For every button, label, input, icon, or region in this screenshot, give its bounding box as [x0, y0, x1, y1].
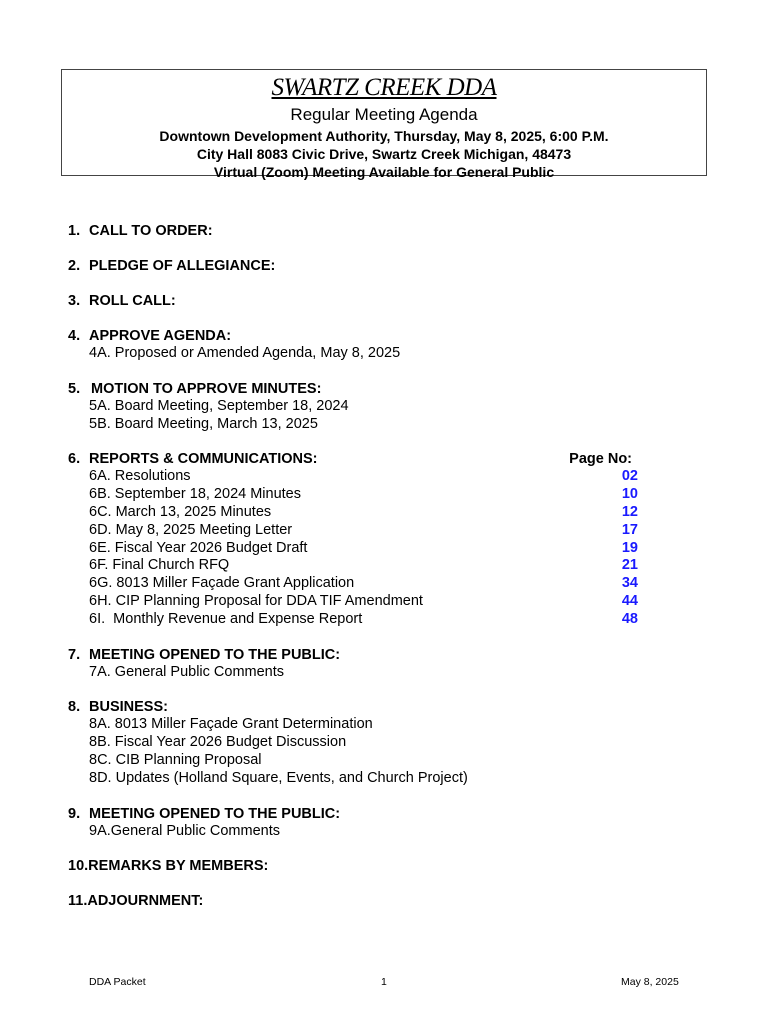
- item-number: 1.: [68, 223, 81, 239]
- page-number: 19: [621, 539, 638, 556]
- item-number: 6.: [68, 451, 81, 468]
- sub-item: 7A. General Public Comments: [89, 663, 285, 680]
- agenda-item-business: [68, 698, 638, 787]
- item-number: 4.: [68, 328, 81, 344]
- sub-item: 8A. 8013 Miller Façade Grant Determination: [89, 716, 373, 733]
- page-number: 10: [621, 486, 638, 503]
- page-number: 21: [621, 557, 638, 574]
- meeting-location: City Hall 8083 Civic Drive, Swartz Creek Michigan, 48473: [196, 146, 572, 162]
- item-number: 5.: [68, 380, 81, 397]
- item-title: APPROVE AGENDA:: [89, 328, 232, 344]
- footer-packet-label: DDA Packet: [89, 976, 146, 988]
- sub-item: 5B. Board Meeting, March 13, 2025: [89, 415, 318, 432]
- document-title: SWARTZ CREEK DDA: [271, 74, 497, 101]
- item-number: 2.: [68, 258, 81, 274]
- sub-item: 9A.General Public Comments: [89, 822, 280, 839]
- report-label: 6G. 8013 Miller Façade Grant Application: [89, 575, 355, 592]
- page-number: 17: [621, 521, 638, 538]
- report-row: [68, 557, 638, 575]
- report-label: 6C. March 13, 2025 Minutes: [89, 503, 272, 520]
- agenda-item-adjournment: [68, 892, 638, 910]
- report-row: [68, 611, 638, 629]
- report-label: 6E. Fiscal Year 2026 Budget Draft: [89, 539, 308, 556]
- agenda-item-public-comment-1: [68, 646, 638, 682]
- item-number: 3.: [68, 293, 81, 309]
- agenda-item-remarks: [68, 857, 638, 875]
- item-title: CALL TO ORDER:: [89, 223, 213, 239]
- report-row: [68, 468, 638, 486]
- agenda-item-roll-call: [68, 292, 638, 310]
- report-label: 6A. Resolutions: [89, 468, 191, 485]
- report-label: 6D. May 8, 2025 Meeting Letter: [89, 521, 293, 538]
- meeting-virtual-note: Virtual (Zoom) Meeting Available for General Public: [213, 164, 555, 180]
- item-title: ROLL CALL:: [89, 293, 176, 309]
- page-number: 44: [621, 592, 638, 609]
- report-row: [68, 540, 638, 558]
- report-label: 6I. Monthly Revenue and Expense Report: [89, 610, 363, 627]
- report-row: [68, 522, 638, 540]
- page-number-header: Page No:: [569, 451, 632, 468]
- item-title: PLEDGE OF ALLEGIANCE:: [89, 258, 276, 274]
- footer-date: May 8, 2025: [621, 976, 679, 988]
- report-row: [68, 575, 638, 593]
- sub-item: 8C. CIB Planning Proposal: [89, 751, 262, 768]
- report-row: [68, 486, 638, 504]
- agenda-list: [68, 222, 638, 927]
- item-title: ADJOURNMENT:: [87, 893, 204, 910]
- item-number: 9.: [68, 805, 81, 822]
- agenda-item-minutes: [68, 380, 638, 434]
- sub-item: 8B. Fiscal Year 2026 Budget Discussion: [89, 734, 347, 751]
- item-title: MEETING OPENED TO THE PUBLIC:: [89, 646, 341, 663]
- report-row: [68, 504, 638, 522]
- item-number: 7.: [68, 646, 81, 663]
- agenda-header-box: [61, 69, 707, 180]
- item-number: 11.: [68, 893, 88, 910]
- sub-item: 5A. Board Meeting, September 18, 2024: [89, 397, 349, 414]
- agenda-item-pledge: [68, 257, 638, 275]
- agenda-item-reports: [68, 450, 638, 628]
- item-title: REPORTS & COMMUNICATIONS:: [89, 451, 318, 468]
- page-number: 48: [621, 610, 638, 627]
- agenda-item-public-comment-2: [68, 805, 638, 841]
- item-title: MOTION TO APPROVE MINUTES:: [91, 380, 322, 397]
- report-label: 6B. September 18, 2024 Minutes: [89, 486, 301, 503]
- report-label: 6H. CIP Planning Proposal for DDA TIF Amendment: [89, 592, 423, 609]
- agenda-item-approve-agenda: [68, 327, 638, 363]
- page-number: 12: [621, 503, 638, 520]
- sub-item: 8D. Updates (Holland Square, Events, and Church Project): [89, 769, 468, 786]
- sub-item: 4A. Proposed or Amended Agenda, May 8, 2025: [89, 345, 401, 361]
- item-title: MEETING OPENED TO THE PUBLIC:: [89, 805, 341, 822]
- page-number: 34: [621, 575, 638, 592]
- item-title: BUSINESS:: [89, 699, 168, 716]
- item-number: 8.: [68, 699, 81, 716]
- meeting-details: Downtown Development Authority, Thursday, May 8, 2025, 6:00 P.M.: [159, 128, 609, 144]
- report-label: 6F. Final Church RFQ: [89, 557, 230, 574]
- page-number: 02: [621, 468, 638, 485]
- item-number: 10.: [68, 858, 89, 875]
- document-subtitle: Regular Meeting Agenda: [290, 105, 478, 124]
- footer-page-number: 1: [381, 976, 387, 988]
- item-title: REMARKS BY MEMBERS:: [88, 858, 269, 875]
- report-row: [68, 593, 638, 611]
- agenda-item-call-to-order: [68, 222, 638, 240]
